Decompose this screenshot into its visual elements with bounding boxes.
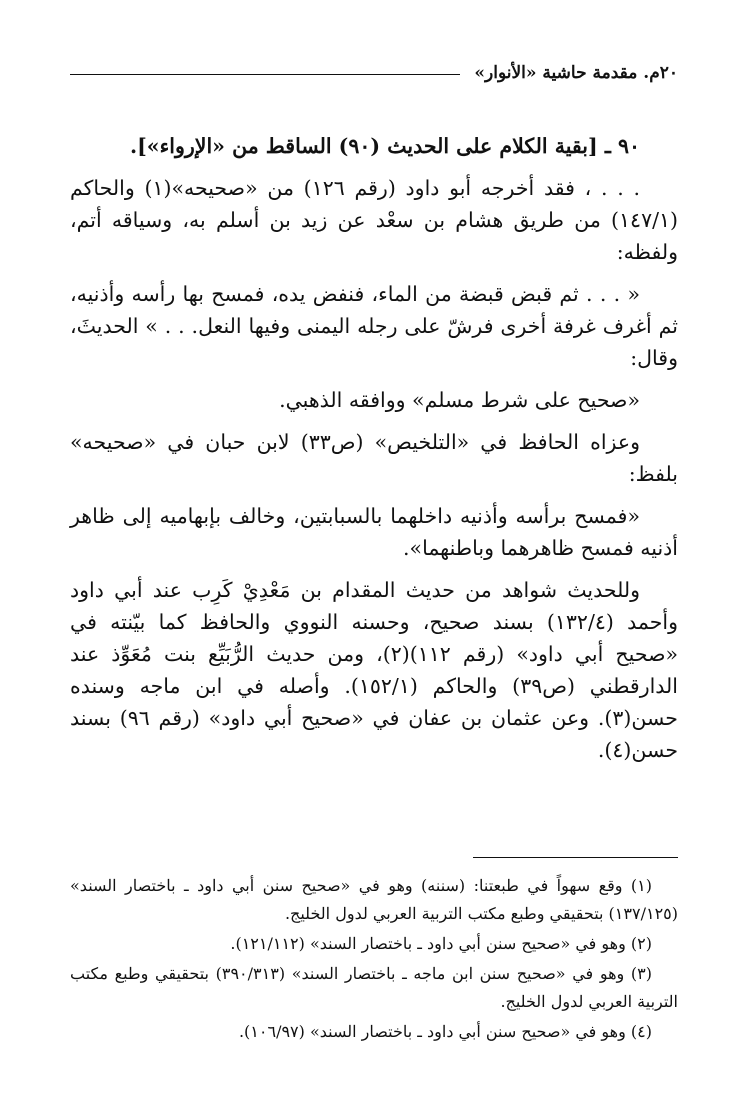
main-text — [70, 130, 678, 776]
footnote-rule — [473, 857, 678, 858]
footnote: (١) وقع سهواً في طبعتنا: (سننه) وهو في «صحيح سنن أبي داود ـ باختصار السند» (١٣٧/١٢٥) بتحقيقي وطبع مكتب التربية العربي لدول الخليج. — [70, 876, 678, 923]
footnotes — [70, 872, 678, 1048]
paragraph: وعزاه الحافظ في «التلخيص» (ص٣٣) لابن حبان في «صحيحه» بلفظ: — [70, 430, 678, 486]
footnote: (٤) وهو في «صحيح سنن أبي داود ـ باختصار السند» (١٠٦/٩٧). — [238, 1022, 652, 1041]
header-rule — [70, 74, 460, 75]
quote-paragraph: «صحيح على شرط مسلم» ووافقه الذهبي. — [279, 388, 640, 412]
quote-paragraph: « . . . ثم قبض قبضة من الماء، فنفض يده، فمسح بها رأسه وأذنيه، ثم أغرف غرفة أخرى فرشّ على رجله اليمنى وفيها النعل. . . » الحديثَ، وقال: — [70, 282, 678, 370]
header-text: ٢٠م. مقدمة حاشية «الأنوار» — [474, 63, 678, 83]
paragraph: . . . ، فقد أخرجه أبو داود (رقم ١٢٦) من «صحيحه»(١) والحاكم (١٤٧/١) من طريق هشام بن سعْد عن زيد بن أسلم به، وسياقه أتم، ولفظه: — [70, 176, 678, 264]
footnote: (٣) وهو في «صحيح سنن ابن ماجه ـ باختصار السند» (٣٩٠/٣١٣) بتحقيقي وطبع مكتب التربية العربي لدول الخليج. — [70, 964, 678, 1011]
paragraph: وللحديث شواهد من حديث المقدام بن مَعْدِيْ كَرِب عند أبي داود وأحمد (١٣٢/٤) بسند صحيح، وحسنه النووي والحافظ كما بيّنته في «صحيح أبي داود» (رقم ١١٢)(٢)، ومن حديث الرُّبَيِّع بنت مُعَوِّذ عند الدارقطني (ص٣٩) والحاكم (١٥٢/١). وأصله في ابن ماجه وسنده حسن(٣). وعن عثمان بن عفان في «صحيح أبي داود» (رقم ٩٦) بسند حسن(٤). — [70, 578, 679, 762]
quote-paragraph: «فمسح برأسه وأذنيه داخلهما بالسبابتين، وخالف بإبهاميه إلى ظاهر أذنيه فمسح ظاهرهما وباطنهما». — [70, 504, 678, 560]
footnote: (٢) وهو في «صحيح سنن أبي داود ـ باختصار السند» (١٢١/١١٢). — [230, 934, 652, 953]
running-header — [70, 58, 678, 88]
section-heading: ٩٠ ـ [بقية الكلام على الحديث (٩٠) الساقط من «الإرواء»]. — [129, 134, 640, 158]
